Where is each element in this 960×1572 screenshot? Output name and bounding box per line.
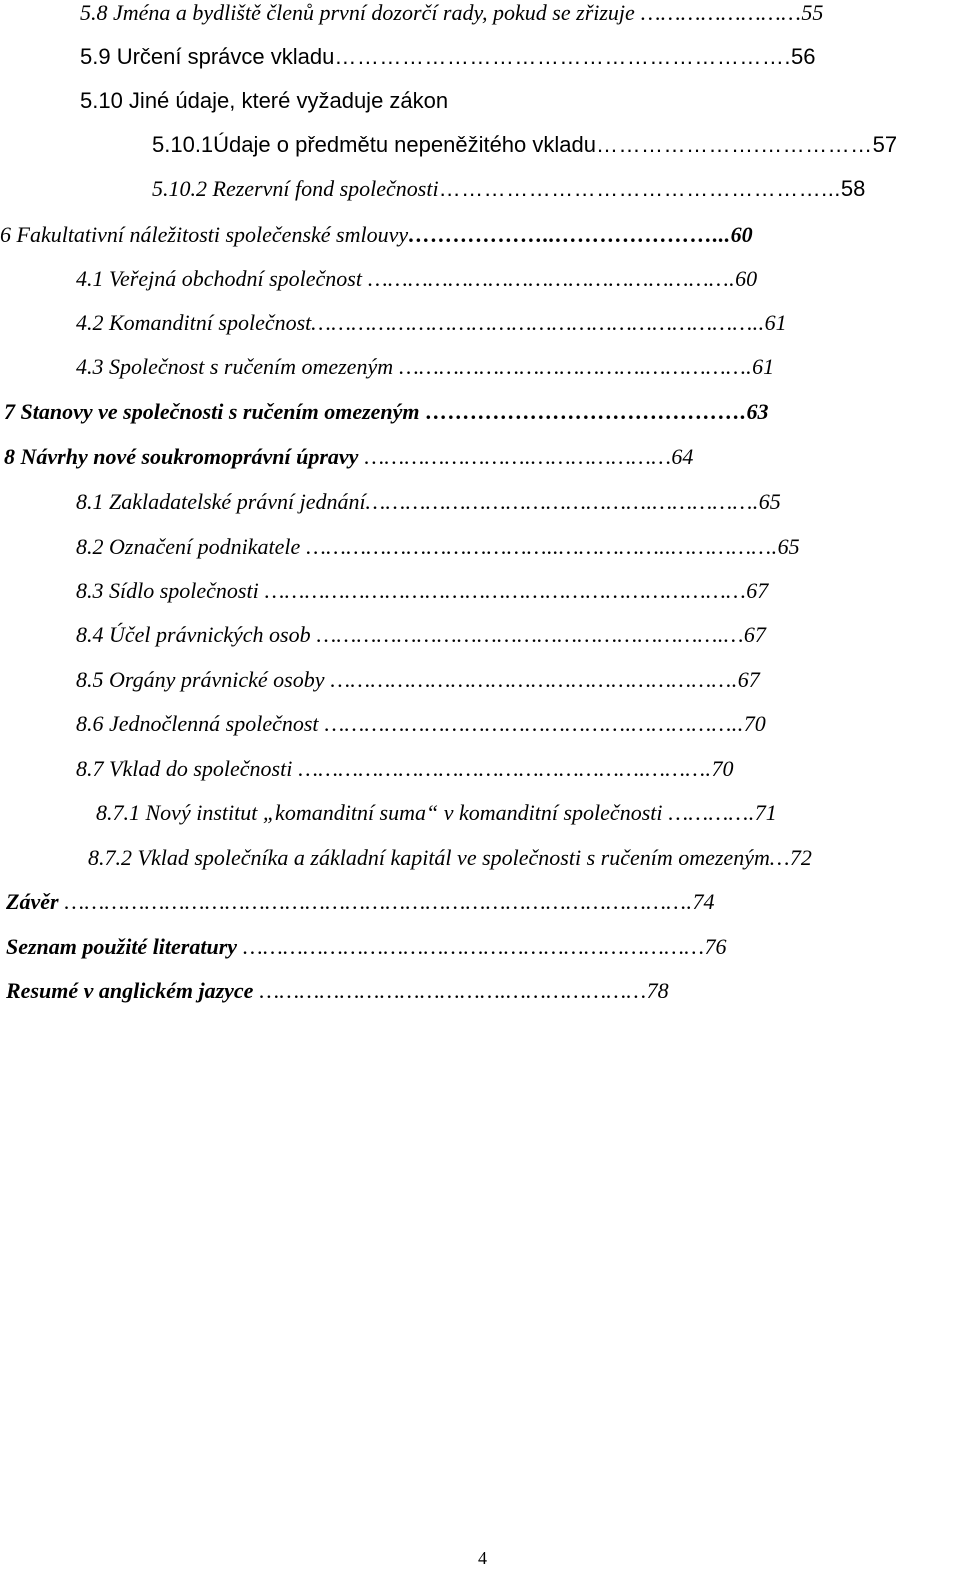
toc-entry-title: 8.7 Vklad do společnosti	[76, 756, 293, 781]
toc-entry	[0, 222, 753, 248]
toc-entry-title: 8.6 Jednočlenná společnost	[76, 711, 319, 736]
toc-entry	[76, 489, 781, 515]
toc-entry-page: 74	[692, 889, 715, 914]
toc-entry-leader: …………………………………………………………..	[311, 310, 765, 335]
toc-entry	[80, 88, 448, 114]
toc-entry-leader: ……………………………………………….	[361, 266, 736, 291]
toc-entry-page: 67	[737, 667, 760, 692]
toc-entry	[76, 667, 760, 693]
toc-entry-leader: ………….	[662, 800, 755, 825]
toc-entry	[88, 845, 812, 871]
toc-entry-title: 8.3 Sídlo společnosti	[76, 578, 259, 603]
toc-entry	[76, 711, 766, 737]
toc-entry-title: Resumé v anglickém jazyce	[6, 978, 254, 1003]
toc-entry-title: Seznam použité literatury	[6, 934, 238, 959]
toc-entry	[6, 889, 714, 915]
toc-entry-title: 8 Návrhy nové soukromoprávní úpravy	[4, 444, 359, 469]
toc-entry-page: 61	[752, 354, 775, 379]
toc-entry-page: 71	[754, 800, 777, 825]
toc-entry	[4, 399, 769, 425]
toc-entry-page: 67	[746, 578, 769, 603]
toc-entry-title: 6 Fakultativní náležitosti společenské smlouvy	[0, 222, 409, 247]
toc-entry	[76, 622, 766, 648]
toc-entry-title: 8.4 Účel právnických osob	[76, 622, 311, 647]
toc-entry-leader: …………………………………….	[419, 399, 747, 424]
toc-entry	[96, 800, 777, 826]
toc-entry-title: 5.10.2 Rezervní fond společnosti	[152, 176, 439, 201]
toc-entry-leader: …………………………………….…………….	[365, 489, 759, 514]
toc-entry	[152, 176, 865, 202]
toc-entry-leader: …………………………………………….……….	[292, 756, 712, 781]
toc-entry-leader: ……………………………….…………………	[253, 978, 647, 1003]
toc-entry-page: 57	[872, 132, 898, 157]
toc-entry-page: 61	[764, 310, 787, 335]
toc-entry-leader: ………………………………………………………………	[258, 578, 747, 603]
toc-entry-leader: ……………………………………………...	[438, 176, 841, 201]
toc-entry-leader: ……………………………….…………….	[393, 354, 753, 379]
toc-entry-title: 8.7.1 Nový institut „komanditní suma“ v komanditní společnosti	[96, 800, 663, 825]
toc-entry	[76, 756, 734, 782]
toc-entry-page: 65	[758, 489, 781, 514]
toc-entry-title: 5.9 Určení správce vkladu	[80, 44, 335, 69]
toc-entry-page: 55	[801, 0, 824, 25]
toc-entry	[76, 310, 787, 336]
toc-entry-title: 8.7.2 Vklad společníka a základní kapitál ve společnosti s ručením omezeným	[88, 845, 770, 870]
toc-entry-title: 5.8 Jména a bydliště členů první dozorčí rady, pokud se zřizuje	[80, 0, 635, 25]
toc-entry-leader: …………………….…………………	[358, 444, 672, 469]
toc-entry-leader: ………………………………..……………..…………….	[300, 534, 778, 559]
toc-entry-leader: ………………………………………………………………………………….	[58, 889, 693, 914]
toc-entry-title: 8.2 Označení podnikatele	[76, 534, 301, 559]
toc-entry-leader: …………………………………………………….	[324, 667, 738, 692]
toc-entry-leader: ……………………………………….……………..	[318, 711, 744, 736]
toc-entry-title: 8.5 Orgány právnické osoby	[76, 667, 325, 692]
toc-entry-page: 70	[743, 711, 766, 736]
toc-entry	[76, 578, 768, 604]
toc-entry-leader: ………………….……………	[596, 132, 873, 157]
toc-entry	[4, 444, 693, 470]
toc-entry-page: 72	[789, 845, 812, 870]
toc-entry-title: 4.2 Komanditní společnost	[76, 310, 312, 335]
toc-entry-title: 7 Stanovy ve společnosti s ručením omezeným	[4, 399, 420, 424]
toc-entry-page: 76	[704, 934, 727, 959]
toc-entry-title: Závěr	[6, 889, 59, 914]
page-number: 4	[478, 1548, 487, 1568]
toc-entry-page: 64	[671, 444, 694, 469]
toc-entry	[76, 534, 800, 560]
toc-entry-page: 78	[646, 978, 669, 1003]
toc-entry-page: 60	[735, 266, 758, 291]
toc-entry-leader: …	[769, 845, 790, 870]
toc-entry-page: 67	[743, 622, 766, 647]
toc-entry	[152, 132, 897, 158]
toc-entry-leader: ……………………	[634, 0, 802, 25]
toc-entry	[6, 978, 669, 1004]
toc-entry-page: 63	[746, 399, 769, 424]
toc-entry-title: 4.1 Veřejná obchodní společnost	[76, 266, 362, 291]
toc-entry-leader: …………………………………………………….	[334, 44, 791, 69]
toc-entry-leader: ………………..…………………...	[408, 222, 731, 247]
toc-entry-title: 5.10.1Údaje o předmětu nepeněžitého vkladu	[152, 132, 596, 157]
toc-entry-page: 70	[711, 756, 734, 781]
toc-entry-page: 56	[790, 44, 816, 69]
toc-entry-page: 58	[840, 176, 866, 201]
toc-entry	[76, 266, 757, 292]
toc-entry-title: 5.10 Jiné údaje, které vyžaduje zákon	[80, 88, 449, 113]
toc-entry-leader: ……………………………………………………………	[237, 934, 705, 959]
toc-entry-leader: …………………………………………………….…	[310, 622, 744, 647]
toc-entry-page: 60	[730, 222, 753, 247]
toc-entry-title: 8.1 Zakladatelské právní jednání	[76, 489, 366, 514]
toc-entry-page: 65	[777, 534, 800, 559]
toc-entry	[80, 0, 823, 26]
toc-entry	[76, 354, 774, 380]
toc-entry	[6, 934, 726, 960]
toc-entry	[80, 44, 815, 70]
toc-entry-title: 4.3 Společnost s ručením omezeným	[76, 354, 394, 379]
